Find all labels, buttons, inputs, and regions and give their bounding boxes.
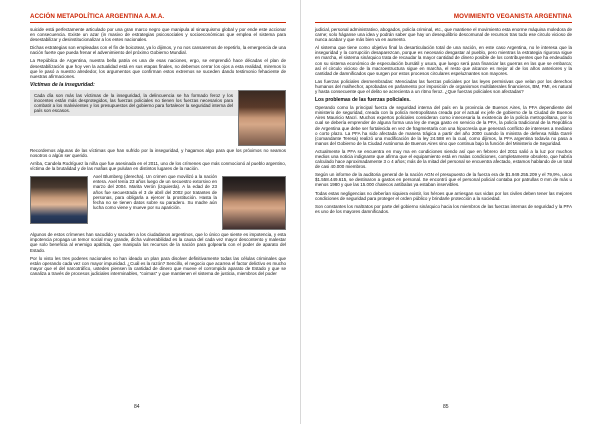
paragraph: Al sistema que tiene como objetivo final la desarticulación total de una nación, en este caso Argentina, no le interesa que la inseguridad y la corrupción desaparezcan, porque es necesario desgastar al pueblo, pero mientras la estrategia rigurosa sigue en marcha, el sistema sinárquico trata de recaudar la mayor cantidad de dinero posible de los contribuyentes que ha endeudado con su sistema económico de especulación bursátil y usura, que luego será para financiar las guerras en las que se embarca; así el circulo vicioso de la macroestructura sigue en marcha, el resto que alcance es mejor al de los años anteriores y la cantidad de damnificados que surgen por estos procesos circulares espeluznantes son mayores. [315, 45, 572, 76]
paragraph: Todas estas negligencias no deberían siquiera existir, los héroes que arriesgan sus vidas por los civiles deben tener las mejores condiciones de seguridad para proteger el orden público y brindarle protección a la sociedad. [315, 190, 572, 201]
paragraph: Arriba, Candela Rodríguez la niña que fue asesinada en el 2011, uno de los crímenes que más conmocionó al pueblo argentino, víctima de la brutalidad y de las mafias que pululan en distintos lugares de la nación. [30, 161, 286, 172]
highlight-text: Cada día son más las víctimas de la inseguridad, la delincuencia se ha formado feroz y los inocentes están más desprotegidos, las fuerzas policiales no tienen los fuerzas necesarios para combatir a los malvivientes y los presupuestos del gobierno para fortalecer la seguridad interna del país son escasos. [34, 92, 233, 114]
paragraph: Axel Blumberg (derecha). Un crimen que movilizó a la nación entera. Axel tenía 23 años luego de un secuestro extorsivo en marzo del 2004. Marita Verón (izquierda). A la edad de 23 años fue secuestrada el 3 de abril del 2002 por tratantes de personas, para obligarla a ejercer la prostitución. Hasta la fecha no se tienen datos sobre su paradero. Su madre aún lucha como viene y mueve por su aparición. [93, 174, 217, 210]
paragraph: Recordemos algunas de las víctimas que han sufrido por la inseguridad, y hagamos algo para que los próximos no seamos nosotros o algún ser querido. [30, 147, 286, 158]
paragraph: Las fuerzas policiales desmembradas: Menciadas las fuerzas policiales por las leyes permisivas que velan por los derechos humanos del malhechor, aprobadas en parlamento por imposición de organismos multilaterales financieros, BM, FMI, es natural y hasta consecuente que el delito se acrecienta a un ritmo feroz. ¿Que fuerzas policiales son afectadas? [315, 78, 572, 95]
paragraph: Dichas estrategias son empleadas con el fin de boicotear, ya lo dijimos, y no nos cansaremos de repetirlo, la emergencia de una nación fuerte que pueda frenar el advenimiento del próximo Gobierno Mundial. [30, 45, 286, 56]
right-page-body [315, 27, 572, 214]
section-subtitle: Víctimas de la inseguridad: [30, 81, 95, 88]
paragraph: Algunos de estos crímenes han sacudido y sacuden a los ciudadanos argentinos, que lo único que siente es impotencia, y esta impotencia propaga un temor social muy grande, dicha vulnerabilidad es la causa del cada vez mayor descontento y malestar que solo beneficia al enemigo apátrida, que manipula los recursos de la nación para golpearla con el poder de aparato del Estado. [30, 232, 286, 253]
paragraph: judicial, personal administrativo, abogados, policía criminal, etc., que mantiene el movimiento esta enorme máquina moledora de carne; solo háganse una idea y podrán saber que hay un desequilibrio descomunal de recursos tras todo ese circulo vicioso de nunca acabar y que más bien va en aumento. [315, 27, 572, 43]
victim-photo-marita [222, 176, 286, 230]
paragraph: suicide está perfectamente articulado por una gran marco negro que manipula al sinarquismo global y por ende este accionar en consecuencia. Existe un azar (in masivo de estrategias psicosociales y socioeconómicas que emplea el sistema para desestabilizar y desinstitucionalizar a los entes nacionales. [30, 27, 286, 43]
left-page-body [30, 27, 286, 276]
right-page-header [315, 0, 572, 23]
paragraph: Son constantes los maltratos por parte del gobierno sinárquico hacia los miembros de las fuerzas internas de seguridad y la PFA es uno de los mayores damnificados. [315, 203, 572, 214]
victim-photo-axel [30, 176, 88, 224]
right-page [300, 0, 600, 424]
paragraph: Por lo visto les tres poderes nacionales no han ideado un plan para disolver definitivamente todas las células criminales que están operando cada vez con mayor impunidad. ¿Cuál es la razón? Sencillo, el negocio que acarrea el factor delictivo es mucho mayor que el del narcotráfico, ustedes piensen la cantidad de dinero que mueve el corrompido aparato de Estado y que se canaliza a través de procesos judiciales interminables, "coimas" y que mantienen el sistema de justicia, miembros del poder [30, 255, 286, 276]
paragraph: Actualmente la PFA se encuentra en muy ma en condiciones siendo así que en febrero del 2011 salió a la luz por muchos medios una noticia indignante que afirma que el equipamiento está en malas condiciones, completamente obsoleto, que habría calculado hace aproximadamente 3 o 4 años; más de la mitad del personal se encuentra afectado, estamos hablando de un total de casi 40.000 miembros. [315, 148, 572, 170]
left-page-header [30, 0, 286, 23]
page-number: 85 [443, 404, 449, 410]
victim-photo-candela [238, 90, 286, 146]
paragraph: Operando como la principal fuerza de seguridad interna del país en la provincia de Buenos Aires, la PFA dependiente del ministerio de seguridad, creada con la policía metropolitana creada por el actual ex jefe de gobierno de la Ciudad de Buenos Aires Mauricio Macri. Muchos expertos policiales consideran como innecesaria la existencia de la policía metropolitana, por lo cual se debería emprender de alguna forma una ley de mega gasto en servicio de la PFA, la policía tradicional de la República de Argentina que debe ser fortalecida en vez de fragmentarla con una hipocresía que generará conflicto de intereses a mediano o corto plazo. La PFA ha sido afectada de manera trágica a partir del año 2000 cuando la ministra de defensa Nilda Garré (comandante Teresa) realizó una modificación de la ley 24.588 en la cual, como dijimos, la PFA argentina todavía no pasa a manos del Gobierno de la Ciudad Autónoma de Buenos Aires sino que continua bajo la función del Ministerio de Seguridad. [315, 105, 572, 146]
section-subtitle: Los problemas de las fuerzas policiales. [315, 97, 411, 104]
right-header-title: MOVIMIENTO VEGANISTA ARGENTINA [453, 13, 572, 20]
paragraph: La República de Argentina, nuestra bella patria es una de esas naciones, ergo, se emprendió hace décadas el plan de desestabilización que hoy ven la actualidad está en sus etapas finales, no debemos cerrar los ojos a esta realidad, miremos lo que le pasó a nuestro alrededor, los argumentos que confirman estos extremos se suceden dando testimonio fehaciente de nuestras afirmaciones. [30, 58, 286, 79]
page-number: 84 [134, 404, 140, 410]
paragraph: Según un informe de la auditoria general de la nación AGN el presupuesto de la fuerza era de $1.949.255.209 y el 79,9%, unos $1.558.449.615, se destinaron a gastos en personal. Se encontró que el personal policial contaba por patrullas 0 mm de más u menos 1980 y que las 15.000 chalecos antibalas ya estaban inservibles. [315, 172, 572, 188]
left-header-title: ACCIÓN METAPOLÍTICA ARGENTINA A.M.A. [30, 13, 165, 20]
